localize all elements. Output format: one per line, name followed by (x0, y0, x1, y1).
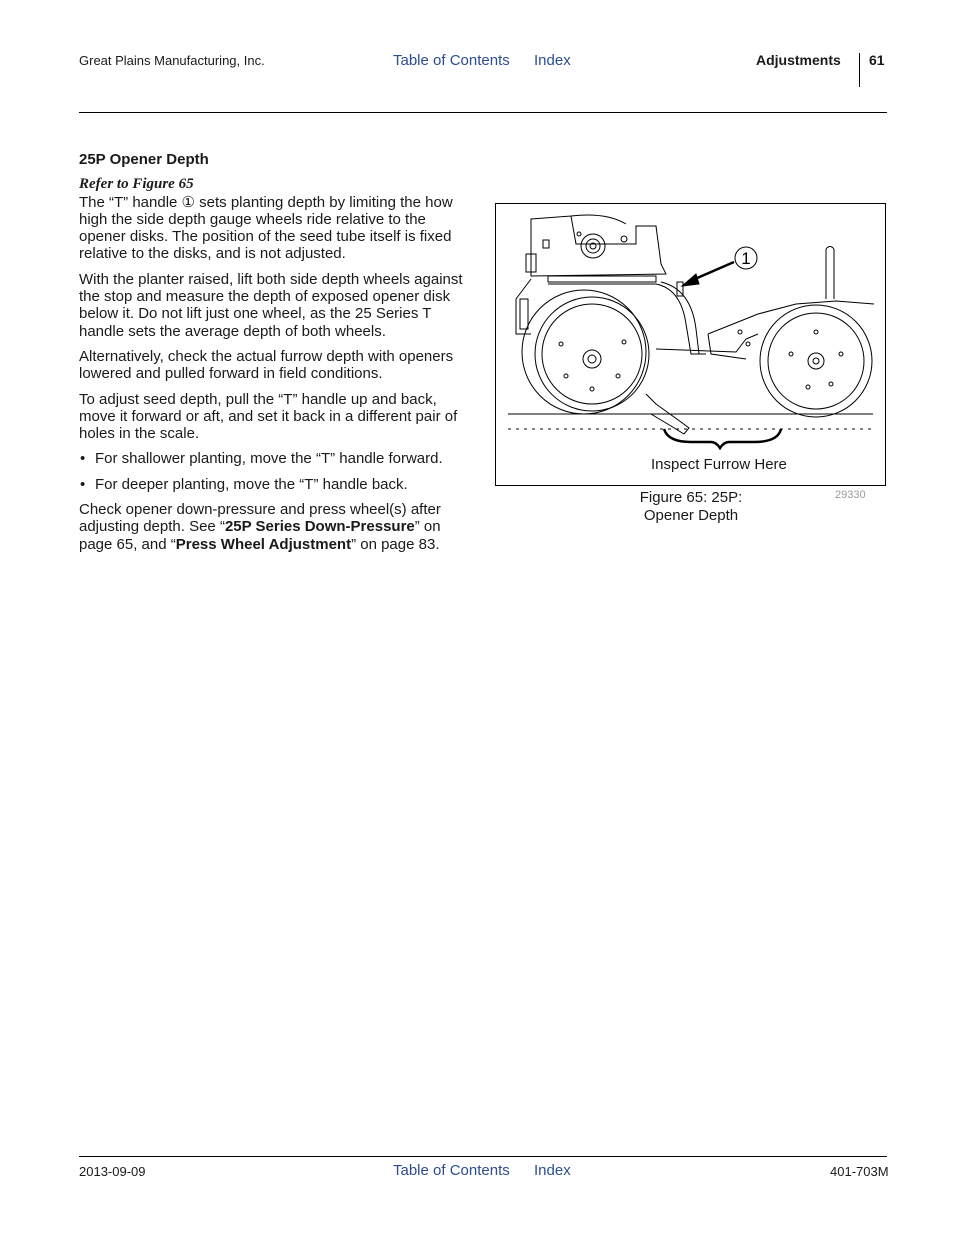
header-table-of-contents-link[interactable]: Table of Contents (393, 52, 510, 69)
header-index-link[interactable]: Index (534, 52, 571, 69)
paragraph-adjust: To adjust seed depth, pull the “T” handle up and back, move it forward or aft, and set it back in a different pair of holes in the scale. (79, 390, 458, 443)
figure-caption-line-1: Figure 65: 25P: (639, 489, 743, 506)
footer-index-link[interactable]: Index (534, 1162, 571, 1179)
press-wheel-reference[interactable]: Press Wheel Adjustment (175, 535, 352, 553)
footer-document-number: 401-703M (830, 1164, 889, 1179)
figure-code: 29330 (835, 489, 866, 501)
handle-arm (656, 284, 706, 354)
bullet-shallower: • For shallower planting, move the “T” handle forward. (79, 450, 471, 467)
gauge-wheel (535, 297, 649, 411)
frame-top (571, 215, 626, 224)
opener-disk (522, 290, 646, 414)
press-arm (656, 334, 758, 352)
paragraph-raised: With the planter raised, lift both side depth wheels against the stop and measure the depth of exposed opener disk below it. Do not lift just one wheel, as the 25 Series T handle sets the average depth of both wheels. (79, 270, 463, 340)
paragraph-alternatively: Alternatively, check the actual furrow depth with openers lowered and pulled forward in field conditions. (79, 347, 454, 383)
frame-body (531, 216, 666, 276)
text-column (79, 151, 471, 561)
paragraph-check (79, 501, 471, 553)
header-rule (79, 112, 887, 113)
footer-date: 2013-09-09 (79, 1164, 146, 1179)
footer-rule (79, 1156, 887, 1157)
press-wheel (760, 305, 872, 417)
check-text-2: ” on page 65, and “ (79, 518, 441, 553)
paragraph-t-handle: The “T” handle ① sets planting depth by limiting the how high the side depth gauge wheels ride relative to the opener disks. The position of the seed tube itself is fixed relative to the disks, and is not adjusted. (79, 193, 453, 263)
furrow-brace (664, 429, 781, 448)
frame-bracket (516, 279, 531, 334)
bullet-list (79, 450, 471, 493)
footer-table-of-contents-link[interactable]: Table of Contents (393, 1162, 510, 1179)
figure-frame (495, 203, 886, 486)
bullet-deeper: • For deeper planting, move the “T” handle back. (79, 476, 471, 493)
page-number: 61 (869, 52, 885, 68)
figure-reference: Refer to Figure 65 (79, 176, 194, 193)
header-divider (859, 53, 860, 87)
section-heading: 25P Opener Depth (79, 151, 209, 168)
callout-number: 1 (741, 249, 751, 268)
frame-rail (548, 276, 656, 282)
figure-caption (610, 489, 772, 525)
check-text-3: ” on page 83. (351, 535, 440, 553)
check-text-1: Check opener down-pressure and press wheel(s) after adjusting depth. See “ (79, 501, 441, 536)
furrow-label: Inspect Furrow Here (651, 456, 787, 473)
company-name: Great Plains Manufacturing, Inc. (79, 53, 265, 68)
figure-caption-line-2: Opener Depth (643, 507, 739, 524)
section-title: Adjustments (756, 52, 841, 68)
down-pressure-reference[interactable]: 25P Series Down-Pressure (224, 518, 415, 536)
opener-depth-illustration (496, 204, 885, 485)
press-frame (708, 301, 874, 334)
